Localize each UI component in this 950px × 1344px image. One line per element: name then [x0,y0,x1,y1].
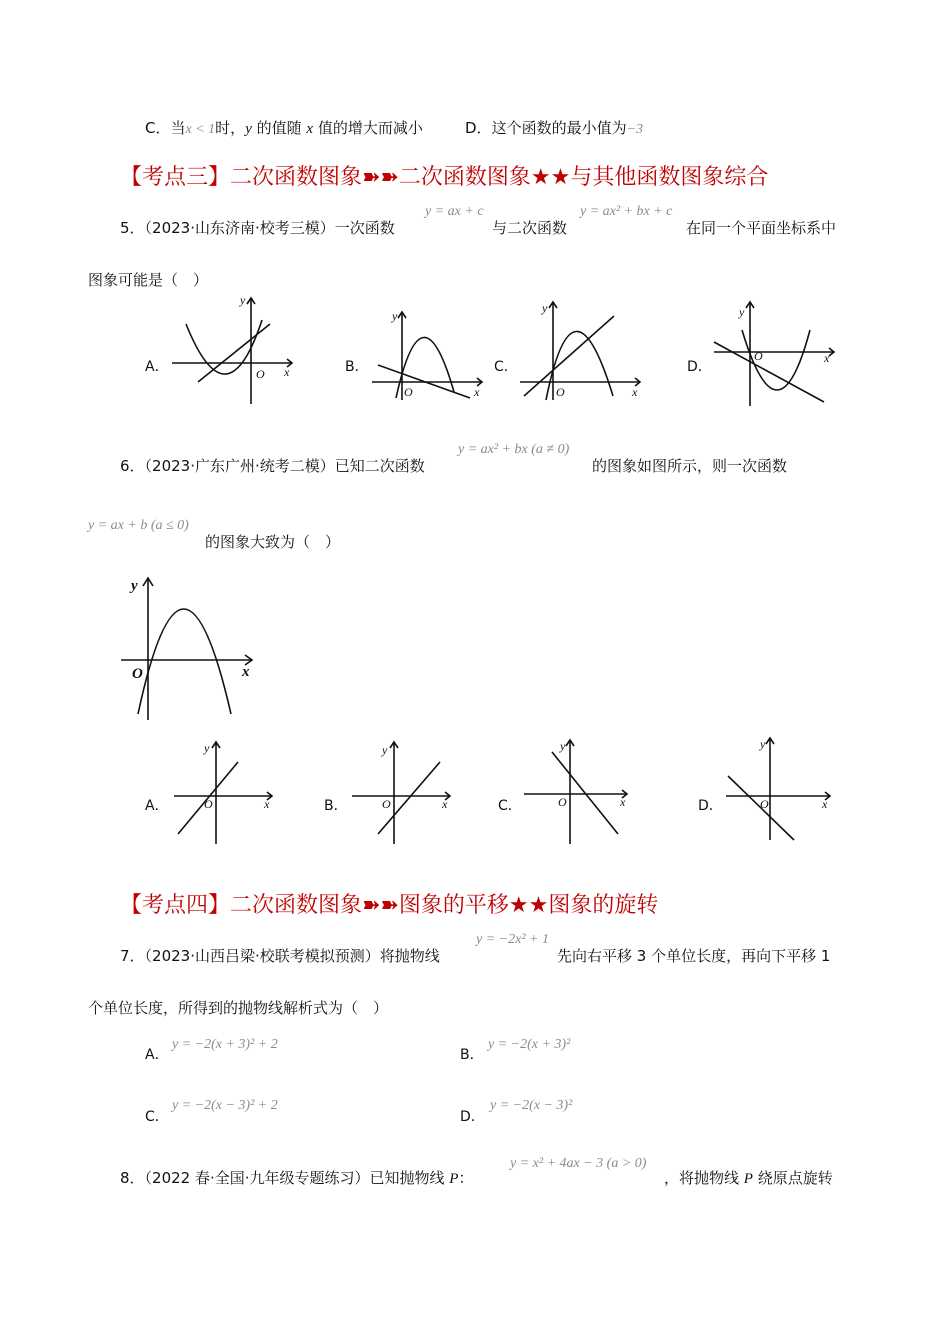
q5-graph-d [712,300,837,408]
q5-option-d-label: D． [687,359,712,375]
q6-graph-d [724,736,834,842]
line [552,752,618,834]
y-label: y [560,739,566,753]
q7-option-b: B． [460,1047,484,1063]
y-label: y [760,737,766,751]
origin-label: O [132,666,143,682]
q5-graph-a [170,293,295,406]
q7-option-c-math: y = −2(x − 3)² + 2 [172,1098,278,1113]
q7-stem: 7．（2023·山西吕梁·校联考模拟预测）将抛物线 [120,947,440,965]
y-label: y [542,301,548,315]
q6-stem: 6．（2023·广东广州·统考二模）已知二次函数 [120,457,425,475]
q4-option-c: C．当x < 1时，y 的值随 x 值的增大而减小 [145,119,423,137]
section-4-heading: 【考点四】二次函数图象➽➽图象的平移★★图象的旋转 [120,893,659,918]
q6-line2: 的图象大致为（ ） [205,533,341,551]
q4-option-d: D．这个函数的最小值为−3 [465,119,644,137]
y-label: y [204,741,210,755]
q5-stem: 5．（2023·山东济南·校考三模）一次函数 [120,219,395,237]
q6-graph-c [522,738,632,846]
q6-math-linear: y = ax + b (a ≤ 0) [88,518,189,533]
origin-label: O [256,367,265,381]
q6-graph-b [350,740,455,846]
q6-tail-text: 的图象如图所示，则一次函数 [592,457,788,475]
q6-option-d-label: D． [698,798,723,814]
q6-option-a-label: A． [145,798,169,814]
origin-label: O [404,385,413,399]
parabola [138,609,231,714]
q5-graph-c [518,300,643,402]
x-label: x [242,664,250,680]
line [524,316,614,396]
parabola [742,330,810,390]
x-label: x [824,351,830,365]
origin-label: O [558,795,567,809]
x-label: x [620,795,626,809]
y-label: y [240,293,246,307]
x-label: x [284,365,290,379]
q8-stem: 8．（2022 春·全国·九年级专题练习）已知抛物线 P： [120,1169,474,1187]
q7-option-b-math: y = −2(x + 3)² [488,1037,571,1052]
q5-math-quadratic: y = ax² + bx + c [580,204,673,219]
q8-math: y = x² + 4ax − 3 (a > 0) [510,1156,647,1171]
q5-line2: 图象可能是（ ） [88,271,209,289]
q5-graph-b [370,310,485,405]
q6-math-quadratic: y = ax² + bx (a ≠ 0) [458,442,570,457]
x-label: x [474,385,480,399]
y-label: y [382,743,388,757]
x-label: x [822,797,828,811]
q5-option-c-label: C． [494,359,518,375]
q7-option-a-math: y = −2(x + 3)² + 2 [172,1037,278,1052]
x-label: x [632,385,638,399]
q7-option-a: A． [145,1047,169,1063]
q6-main-graph [118,574,263,722]
section-3-heading: 【考点三】二次函数图象➽➽二次函数图象★★与其他函数图象综合 [120,165,769,190]
q5-tail-text: 在同一个平面坐标系中 [686,219,837,237]
q6-option-b-label: B． [324,798,348,814]
y-label: y [739,305,745,319]
q7-option-c: C． [145,1109,169,1125]
q7-option-d: D． [460,1109,485,1125]
y-label: y [392,309,398,323]
origin-label: O [754,349,763,363]
q6-option-c-label: C． [498,798,522,814]
x-label: x [264,797,270,811]
q8-tail: ，将抛物线 P 绕原点旋转 [664,1169,833,1187]
q7-line2: 个单位长度，所得到的抛物线解析式为（ ） [88,999,389,1017]
q6-graph-a [172,740,277,846]
origin-label: O [382,797,391,811]
y-label: y [131,578,138,594]
q5-mid-text: 与二次函数 [492,219,568,237]
q5-math-linear: y = ax + c [425,204,484,219]
q7-math: y = −2x² + 1 [476,932,549,947]
origin-label: O [204,797,213,811]
origin-label: O [556,385,565,399]
q5-option-a-label: A． [145,359,169,375]
origin-label: O [760,797,769,811]
q7-option-d-math: y = −2(x − 3)² [490,1098,573,1113]
q5-option-b-label: B． [345,359,369,375]
q7-tail-text: 先向右平移 3 个单位长度，再向下平移 1 [557,947,831,965]
x-label: x [442,797,448,811]
line [714,342,824,402]
